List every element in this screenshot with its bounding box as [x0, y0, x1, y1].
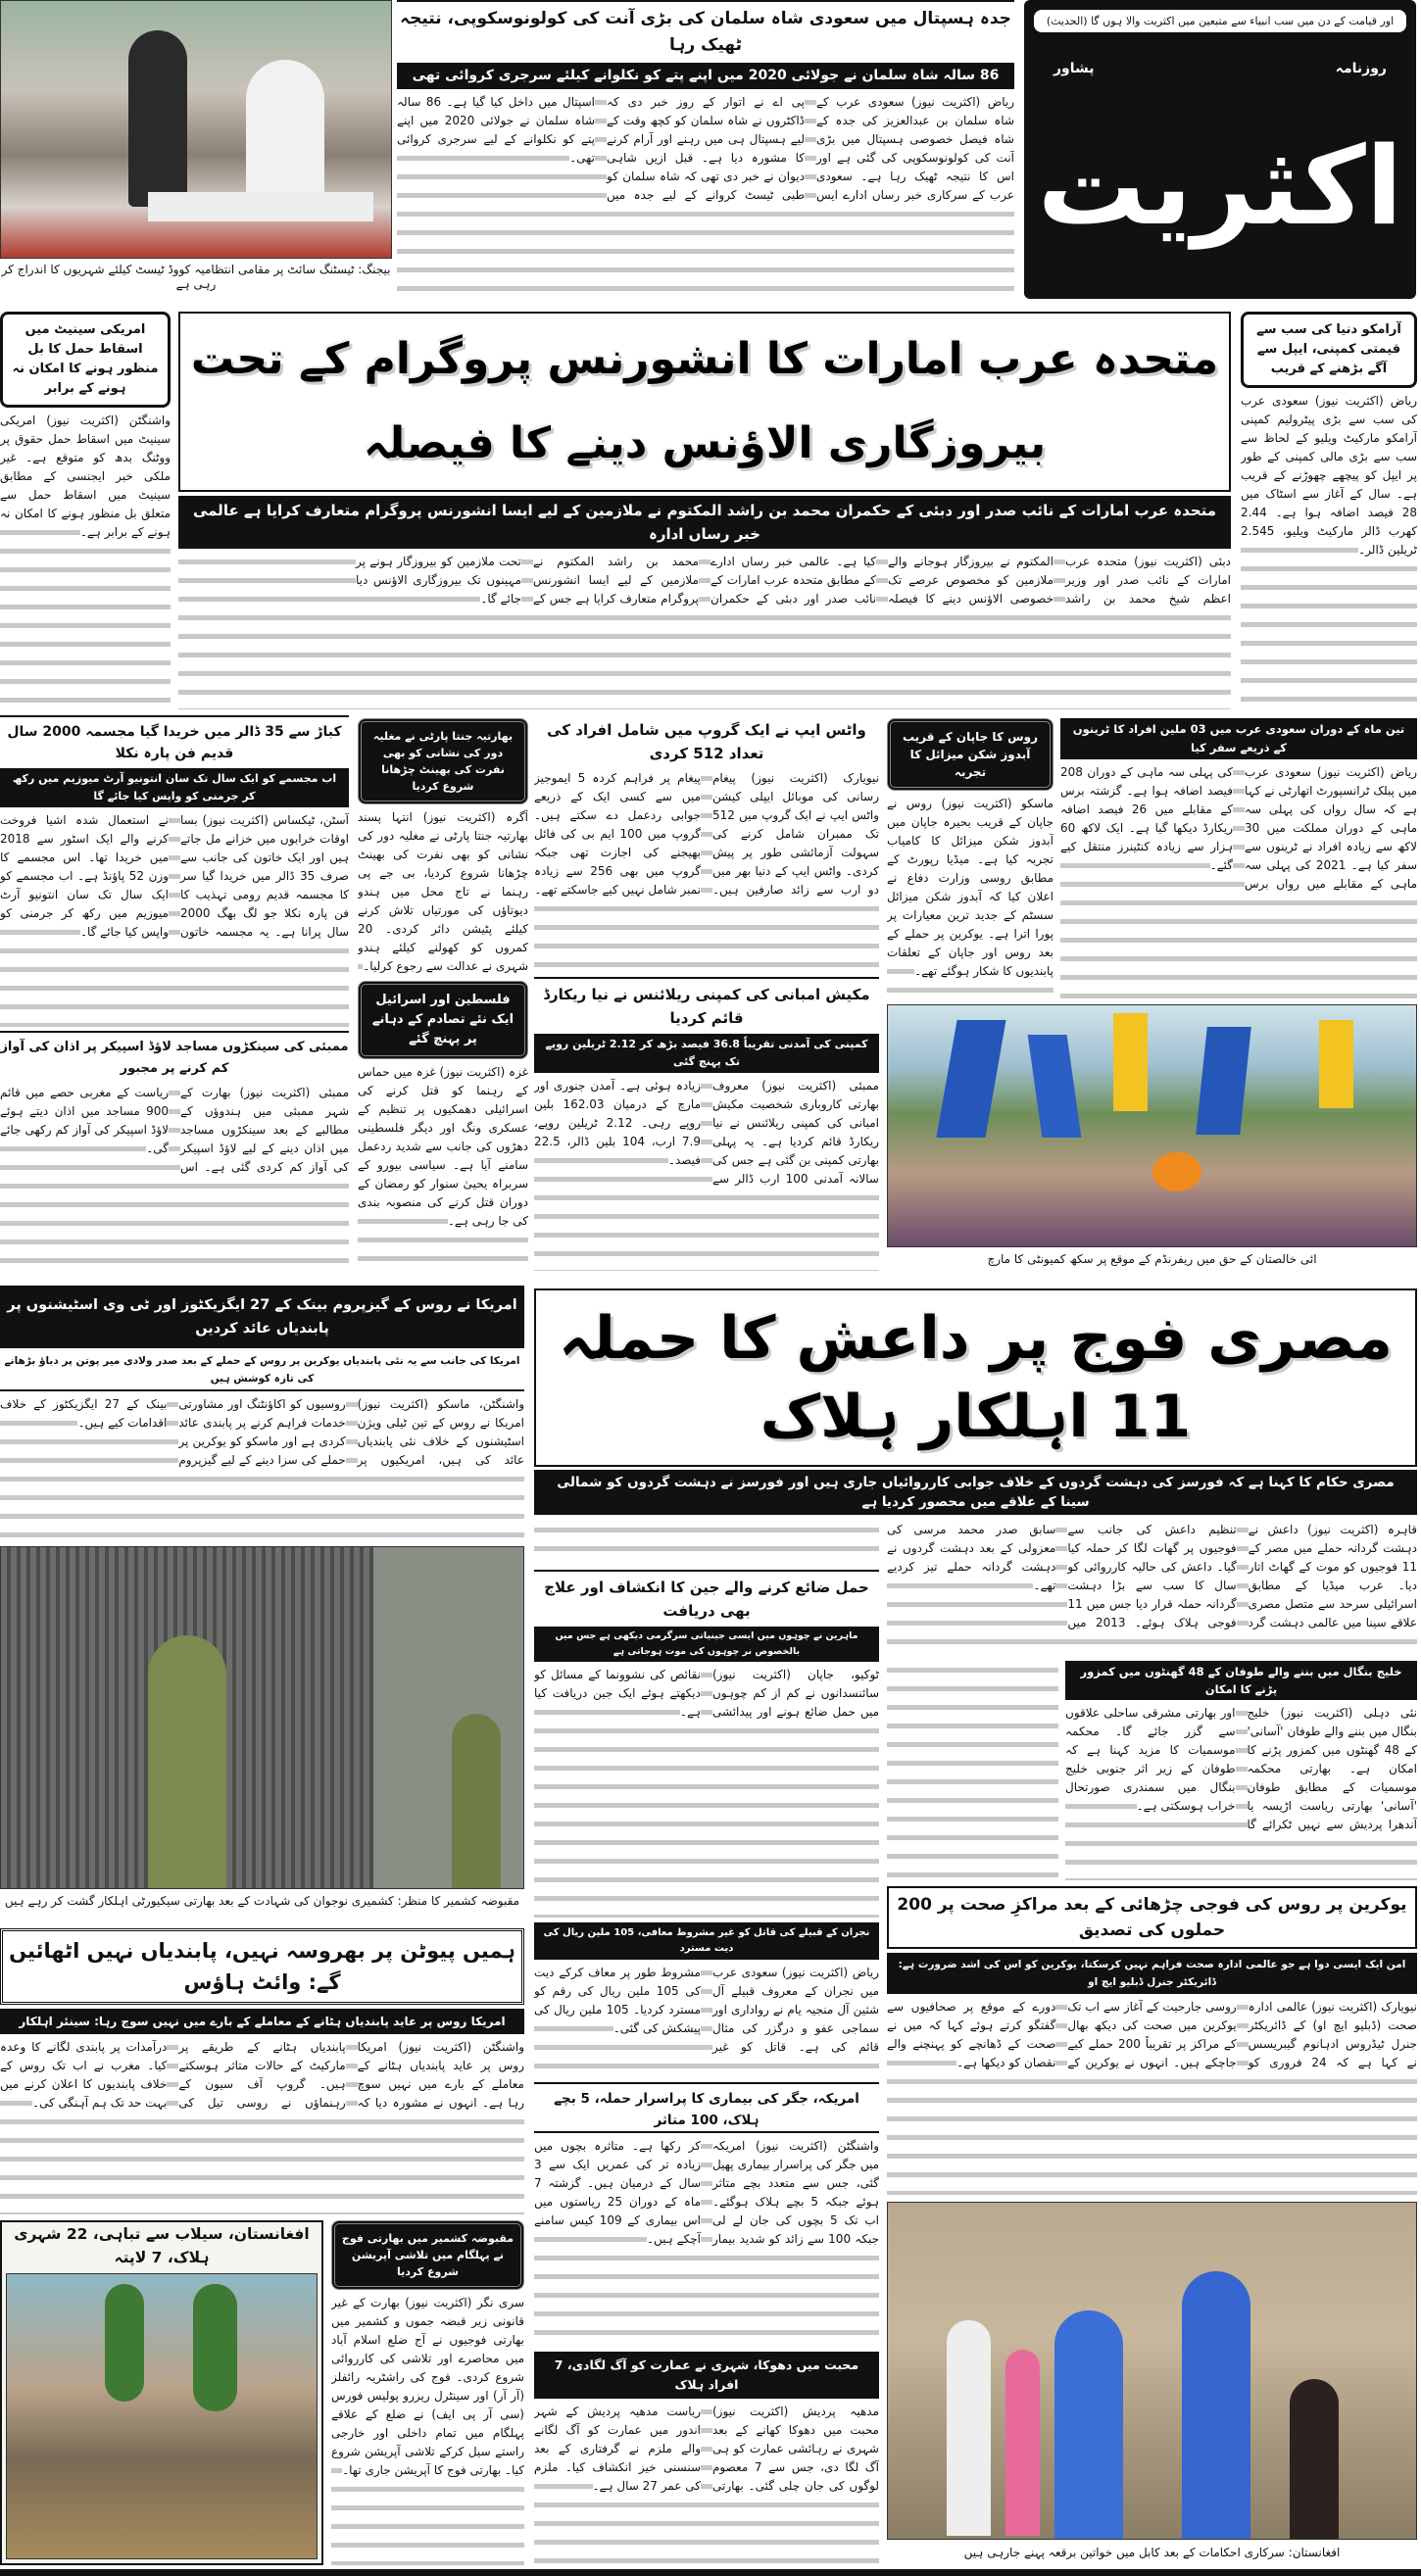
covid-testing-photo [0, 0, 392, 259]
masthead-label: روزنامہ [1335, 61, 1387, 76]
photo-flag [1113, 1013, 1148, 1111]
article-body [1065, 1704, 1417, 1880]
photo-caption: افغانستان: سرکاری احکامات کے بعد کابل میں خواتین برقعہ پہنے جارہی ہیں [963, 2546, 1341, 2559]
article-body [534, 2137, 879, 2347]
divider [534, 1570, 879, 1572]
kashmir-soldiers-photo [0, 1546, 524, 1889]
body-text: واشنگٹن (اکثریت نیوز) امریکا روس پر عاید پابندیاں ہٹانے کے معاملے کے بارے میں نہیں سوچ رہا ہے۔ انہوں نے مشورہ دیا کہ پابندیاں ہٹانے کے طریقے پر مارکیٹ کے حالات متاثر ہوسکتے ہیں۔ گروپ آف سیون کے رہنماؤں نے روسی تیل کی درآمدات پر پابندی لگانے کا وعدہ کیا۔ مغرب نے اب تک روس کے خلاف پابندیوں کا اعلان کرنے میں بہت حد تک ہم آہنگی کی۔ [0, 2040, 524, 2110]
body-text: سری نگر (اکثریت نیوز) بھارت کے غیر قانونی زیر قبضہ جموں و کشمیر میں بھارتی فوجیوں نے آج ضلع اسلام آباد میں محاصرے اور تلاشی کی کارروائی شروع کردی۔ فوج کی راشٹریہ رائفلز (آر آر) اور سینٹرل ریزرو پولیس فورس (سی آر پی ایف) نے ضلع کے علاقے پہلگام میں تمام داخلی اور خارجی راستے سیل کرکے تلاشی آپریشن شروع کیا۔ بھارتی فوج کا آپریشن جاری تھا۔ [331, 2296, 524, 2477]
photo-figure [1290, 2379, 1339, 2540]
body-text: ممبئی (اکثریت نیوز) معروف بھارتی کاروباری شخصیت مکیش امبانی کی کمپنی ریلائنس نے نیا ریکارڈ قائم کردیا ہے۔ یہ پہلی بھارتی کمپنی بن گئی ہے جس کی سالانہ آمدنی 100 ارب ڈالر سے زیادہ ہوئی ہے۔ آمدن جنوری اور مارچ کے درمیان 162.03 بلین روپے رہی۔ 2.12 ٹریلین روپے، 7.9 ارب، 104 بلین ڈالر، 22.5 فیصد۔ [534, 1079, 879, 1186]
lead-body [178, 553, 1231, 709]
body-text: مدھیہ پردیش (اکثریت نیوز) محبت میں دھوکا کھانے کے بعد شہری نے رہائشی عمارت کو ہی آگ لگا دی، جس سے 7 معصوم لوگوں کی جان چلی گئی۔ بھارتی ریاست مدھیہ پردیش کے شہر اندور میں عمارت کو آگ لگانے والے ملزم نے گرفتاری کے بعد سنسنی خیز انکشاف کیا۔ ملزم کی عمر 27 سال ہے۔ [534, 2405, 879, 2493]
box-title: بھارتیہ جنتا پارٹی نے مغلیہ دور کی نشانی کو بھی نفرت کی بھینٹ چڑھانا شروع کردیا [372, 730, 514, 793]
sidebar-us-senate [0, 312, 171, 707]
flood-photo [6, 2273, 318, 2559]
photo-burqa [1182, 2271, 1250, 2540]
article-body [887, 795, 1054, 999]
body-text: ریاض (اکثریت نیوز) سعودی عرب میں نجران کے معروف قبیلے آل شثین آل منجیہ یام نے رواداری اور سماجی عفو و درگزر کی مثال قائم کی ہے۔ قاتل کو غیر مشروط طور پر معاف کرکے دیت کی 105 ملین ریال کی رقم کو مسترد کردیا۔ 105 ملین ریال کی پیشکش کی گئی۔ [534, 1966, 879, 2054]
body-text: قاہرہ (اکثریت نیوز) داعش نے دہشت گردانہ حملے میں مصر کے 11 فوجیوں کو موت کے گھاٹ اتار دیا۔ عرب میڈیا کے مطابق اسرائیلی سرحد سے متصل مصری علاقے سینا میں عالمی دہشت گرد تنظیم داعش کی جانب سے فوجیوں پر گھات لگا کر حملہ کیا گیا۔ داعش کی حالیہ کارروائی کو سال کا سب سے بڑا دہشت گردانہ حملہ قرار دیا جس میں 11 فوجی ہلاک ہوئے۔ 2013 میں سابق صدر محمد مرسی کی معزولی کے بعد دہشت گردوں نے دہشت گردانہ حملے تیز کردیے تھے۔ [887, 1523, 1417, 1629]
photo-soldier [148, 1635, 226, 1889]
body-text: غزہ (اکثریت نیوز) غزہ میں حماس کے رہنما کو قتل کرنے کی اسرائیلی دھمکیوں پر تنظیم کے عسکری ونگ اور دیگر فلسطینی دھڑوں کی جانب سے شدید ردعمل سامنے آیا ہے۔ سیاسی بیورو کے سربراہ یحییٰ سنوار کو رمضان کے دوران قتل کرنے کی منصوبہ بندی کی جا رہی ہے۔ [358, 1065, 528, 1228]
body-text: ممبئی (اکثریت نیوز) بھارت کے شہر ممبئی میں ہندوؤں کے مطالبے کے بعد سینکڑوں مساجد میں اذان دینے کے لیے لاؤڈ اسپیکر کی آواز کم کردی گئی ہے۔ اس ریاست کے مغربی حصے میں قائم 900 مساجد میں اذان دیتے ہوئے لاؤڈ اسپیکر کی آواز کم رکھی جائے گی۔ [0, 1086, 349, 1174]
lead-headline-frame [178, 312, 1231, 492]
photo-flag [936, 1020, 1005, 1138]
body-text: نیویارک (اکثریت نیوز) پیغام رسانی کی موبائل ایپلی کیشن واٹس ایپ نے ایک گروپ میں 512 تک ممبران شامل کرنے کی سہولت آزمائشی طور پر پیش کردی۔ واٹس ایپ کے دنیا بھر میں دو ارب سے زائد صارفین ہیں۔ پیغام پر فراہم کردہ 5 ایموجیز میں سے کسی ایک کے ذریعے جوابی ردعمل دے سکتے ہیں۔ گروپ میں 100 ایم بی کی فائل بھیجنے کی اجازت تھی جبکہ گروپ میں بھی 256 سے زیادہ نمبر شامل نہیں کیے جاسکتے تھے۔ [534, 771, 879, 897]
article-body [0, 412, 171, 707]
headline: مکیش امبانی کی کمپنی ریلائنس نے نیا ریکارڈ قائم کردیا [543, 986, 870, 1027]
article-body [0, 811, 349, 1027]
photo-caption: بیجنگ: ٹیسٹنگ سائٹ پر مقامی انتظامیہ کووڈ ٹیسٹ کیلئے شہریوں کا اندراج کر رہی ہے [1, 263, 391, 291]
article-body [0, 2038, 524, 2214]
article-reliance [534, 977, 879, 1271]
article-body [534, 2403, 879, 2565]
masthead-city: پشاور [1054, 61, 1095, 76]
article-body [887, 1998, 1417, 2195]
body-text: ریاض (اکثریت نیوز) سعودی عرب کی سب سے بڑی پیٹرولیم کمپنی آرامکو مارکیٹ ویلیو کے لحاظ سے سب سے بڑی مالی کمپنی کے طور پر ایپل کو پیچھے چھوڑنے کے قریب ہے۔ سال کے آغاز سے اسٹاک میں 28 فیصد اضافہ ہوا ہے۔ 2.44 کھرب ڈالر مارکیٹ ویلیو، 2.545 ٹریلین ڈالر۔ [1241, 394, 1417, 557]
box-palestine [358, 981, 528, 1059]
article-bjp [358, 718, 528, 977]
photo-figure [128, 30, 187, 207]
lead-headline: متحدہ عرب امارات کا انشورنس پروگرام کے تحت بیروزگاری الاؤنس دینے کا فیصلہ [190, 334, 1219, 468]
article-russia-japan [887, 718, 1054, 999]
article-body [358, 808, 528, 977]
article-body [534, 1077, 879, 1271]
article-body [534, 1666, 879, 1918]
article-palestine [358, 981, 528, 1271]
box-title: فلسطین اور اسرائیل ایک نئے تصادم کے دہانے پر پہنچ گئے [371, 993, 514, 1046]
sidebar-box-aramco [1241, 312, 1417, 388]
article-fire [534, 2352, 879, 2565]
newspaper-logo: اکثریت [1037, 123, 1403, 249]
article-body [534, 1964, 879, 2079]
article-body [358, 1063, 528, 1271]
divider [0, 715, 349, 717]
subheadline: امن ایک ایسی دوا ہے جو عالمی ادارہ صحت فراہم نہیں کرسکتا، یوکرین کو اس کی اشد ضرورت ہے: ڈائریکٹر جنرل ڈبلیو ایچ او [887, 1953, 1417, 1994]
masthead [1024, 0, 1416, 299]
article-body [534, 769, 879, 975]
headline: تین ماہ کے دوران سعودی عرب میں 03 ملین افراد کا ٹرینوں کے ذریعے سفر کیا [1060, 718, 1417, 759]
subheadline: 86 سالہ شاہ سلمان نے جولائی 2020 میں اپنے پتے کو نکلوانے کیلئے سرجری کروائی تھی [397, 63, 1014, 89]
article-saudi-king [397, 0, 1014, 298]
body-text: دبئی (اکثریت نیوز) متحدہ عرب امارات کے نائب صدر اور وزیر اعظم شیخ محمد بن راشد المکتوم نے بیروزگار ہوجانے والے ملازمین کو مخصوص عرصے تک خصوصی الاؤنس دینے کا فیصلہ کیا ہے۔ عالمی خبر رساں ادارے کے مطابق متحدہ عرب امارات کے نائب صدر اور دبئی کے حکمران محمد بن راشد المکتوم نے ملازمین کے لیے ایسا انشورنس پروگرام متعارف کرایا ہے جس کے تحت ملازمین کو بیروزگار ہونے پر مہینوں تک بیروزگاری الاؤنس دیا جائے گا۔ [356, 555, 1231, 606]
box-title: روس کا جاپان کے قریب آبدوز شکن میزائل کا تجربہ [902, 730, 1039, 779]
egypt-headline: مصری فوج پر داعش کا حملہ 11 اہلکار ہلاک [559, 1304, 1393, 1451]
photo-flag [1319, 1020, 1353, 1108]
article-body [397, 93, 1014, 298]
photo-wall [373, 1547, 524, 1889]
body-text: ماسکو (اکثریت نیوز) روس نے جاپان کے قریب بحیرہ جاپان میں آبدوز شکن میزائل کا کامیاب تجربہ کیا ہے۔ میڈیا رپورٹ کے مطابق روسی وزارت دفاع نے اعلان کیا کہ آبدوز شکن میزائل سسٹم کے جدید ترین معیارات پر پورا اترا ہے۔ یوکرین پر حملے کے بعد روس اور جاپان کے تعلقات پابندیوں کا شکار ہوگئے تھے۔ [887, 797, 1054, 978]
article-liver [534, 2082, 879, 2347]
headline: حمل ضائع کرنے والے جین کا انکشاف اور علاج بھی دریافت [544, 1579, 869, 1620]
egypt-body-side [887, 1661, 1058, 1878]
body-text: واشنگٹن (اکثریت نیوز) امریکہ میں جگر کی پراسرار بیماری پھیل گئی، جس سے متعدد بچے متاثر ہوئے جبکہ 5 بچے ہلاک ہوگئے۔ اب تک 5 بچوں کی جان لے لی جبکہ 100 سے زائد کو شدید بیمار کر رکھا ہے۔ متاثرہ بچوں میں زیادہ تر کی عمریں ایک سے 3 سال کے درمیان ہیں۔ گزشتہ 7 ماہ کے دوران 25 ریاستوں میں اس بیماری کے 109 کیس سامنے آچکے ہیں۔ [534, 2139, 879, 2246]
article-gene [534, 1570, 879, 1918]
body-text: واشنگٹن (اکثریت نیوز) امریکی سینیٹ میں اسقاط حمل حقوق پر ووٹنگ بدھ کو متوقع ہے۔ غیر ملکی خبر ایجنسی کے مطابق سینیٹ میں اسقاط حمل سے متعلق بل منظور ہونے کا امکان نہ ہونے کے برابر ہے۔ [0, 413, 171, 539]
photo-figure [1005, 2350, 1040, 2536]
headline: امریکہ، جگر کی بیماری کا پراسرار حملہ، 5 بچے ہلاک، 100 متاثر [534, 2088, 879, 2133]
headline: خلیج بنگال میں بننے والے طوفان کے 48 گھنٹوں میں کمزور پڑنے کا امکان [1065, 1661, 1417, 1700]
egypt-body [887, 1521, 1417, 1656]
article-mosques [0, 1031, 349, 1271]
subheadline: اب مجسمے کو ایک سال تک سان انتونیو آرٹ میوزیم میں رکھ کر جرمنی کو واپس کیا جائے گا [0, 768, 349, 807]
body-text: ریاض (اکثریت نیوز) سعودی عرب کے شاہ سلمان بن عبدالعزیز کی جدہ کے شاہ فیصل خصوصی ہسپتال میں بڑی آنت کی کولونوسکوپی کی گئی ہے اور اس کا نتیجہ ٹھیک رہا ہے۔ سعودی عرب کے سرکاری خبر رساں ادارے ایس پی اے نے اتوار کے روز خبر دی کہ ڈاکٹروں نے شاہ سلمان کو کچھ وقت کے لیے ہسپتال ہی میں رہنے اور آرام کرنے کا مشورہ دیا ہے۔ قبل ازیں شاہی دیوان نے خبر دی تھی کہ شاہ سلمان کو طبی ٹیسٹ کروانے کے لیے جدہ میں اسپتال میں داخل کیا گیا ہے۔ 86 سالہ شاہ سلمان نے جولائی 2020 میں اپنے پتے کو نکلوانے کے لیے سرجری کروائی تھی۔ [397, 95, 1014, 202]
photo-soldier [452, 1714, 501, 1889]
box-russia-japan [887, 718, 1054, 791]
article-whatsapp [534, 718, 879, 975]
article-afghan-flood [0, 2220, 323, 2565]
body-text: ٹوکیو، جاپان (اکثریت نیوز) سائنسدانوں نے کم از کم چوہوں میں حمل ضائع ہونے اور پیدائشی نقائص کی نشوونما کے مسائل کو دیکھتے ہوئے ایک جین دریافت کیا ہے۔ [534, 1668, 879, 1719]
photo-flag [1028, 1035, 1082, 1138]
sikh-march-photo [887, 1004, 1417, 1247]
article-statue [0, 715, 349, 1027]
subheadline: امریکا روس پر عاید پابندیاں ہٹانے کے معاملے کے بارے میں نہیں سوچ رہا: سینئر اہلکار [0, 2009, 524, 2034]
photo-table [148, 192, 373, 221]
sidebar-aramco [1241, 312, 1417, 707]
body-text: ریاض (اکثریت نیوز) سعودی عرب میں پبلک ٹرانسپورٹ اتھارٹی نے کہا ہے کہ سال رواں کی پہلی سہ ماہی کے دوران مملکت میں 30 لاکھ سے زیادہ افراد نے ٹرینوں سے سفر کیا ہے۔ 2021 کی پہلی سہ ماہی کے مقابلے میں رواں برس کی پہلی سہ ماہی کے دوران 208 فیصد اضافہ ہوا ہے۔ گزشتہ برس کے مقابلے میں 26 فیصد اضافہ ریکارڈ دیکھا گیا ہے۔ ایک لاکھ 60 ہزار سے زیادہ کنٹینرز منتقل کیے گئے۔ [1060, 765, 1417, 891]
box-title: آرامکو دنیا کی سب سے قیمتی کمپنی، ایپل سے آگے بڑھنے کے قریب [1256, 322, 1401, 376]
divider [0, 1031, 349, 1033]
photo-turban [1152, 1152, 1201, 1191]
headline: محبت میں دھوکا، شہری نے عمارت کو آگ لگادی، 7 افراد ہلاک [534, 2352, 879, 2399]
article-bengal [1065, 1661, 1417, 1880]
headline: واٹس ایپ نے ایک گروپ میں شامل افراد کی تعداد 512 کردی [547, 721, 866, 762]
article-body [0, 1395, 524, 1542]
article-us-sanctions [0, 1286, 524, 1542]
article-body [1241, 392, 1417, 707]
footer-rule [0, 2569, 1421, 2576]
divider [534, 2082, 879, 2084]
headline: امریکا نے روس کے گیزپروم بینک کے 27 ایگزیکٹوز اور ٹی وی اسٹیشنوں پر پابندیاں عائد کردیں [0, 1286, 524, 1348]
egypt-headline-frame [534, 1288, 1417, 1467]
article-pahalgam [331, 2220, 524, 2565]
article-saudi-trains [1060, 718, 1417, 999]
headline: جدہ ہسپتال میں سعودی شاہ سلمان کی بڑی آنت کی کولونوسکوپی، نتیجہ ٹھیک رہا [400, 9, 1011, 55]
headline: ممبئی کی سینکڑوں مساجد لاؤڈ اسپیکر پر اذان کی آواز کم کرنے پر مجبور [0, 1040, 349, 1076]
headline: افغانستان، سیلاب سے تباہی، 22 شہری ہلاک، 7 لاپتہ [14, 2225, 310, 2266]
box-bjp [358, 718, 528, 804]
article-body [0, 1084, 349, 1271]
body-text: واشنگٹن، ماسکو (اکثریت نیوز) امریکا نے روس کے تین ٹیلی ویژن اسٹیشنوں کے خلاف نئی پابندیاں عائد کی ہیں، امریکیوں پر روسیوں کو اکاؤنٹنگ اور مشاورتی خدمات فراہم کرنے پر پابندی عائد کردی ہے اور ماسکو کو یوکرین پر حملے کی سزا دینے کے لیے گیزپروم بینک کے 27 ایگزیکٹوز کے خلاف اقدامات کیے ہیں۔ [0, 1397, 524, 1467]
box-pahalgam [331, 2220, 524, 2290]
photo-figure [947, 2320, 991, 2536]
article-najran [534, 1922, 879, 2079]
photo-tree [193, 2284, 237, 2411]
subheadline: کمپنی کی آمدنی تقریباً 36.8 فیصد بڑھ کر 2.12 ٹریلین روپے تک پہنچ گئی [534, 1034, 879, 1073]
article-body [331, 2294, 524, 2565]
article-who [887, 1886, 1417, 2195]
lead-story [178, 312, 1231, 709]
body-text: آگرہ (اکثریت نیوز) انتہا پسند بھارتیہ جنتا پارٹی نے مغلیہ دور کی نشانی کو بھی نفرت کی بھینٹ چڑھانا شروع کردیا، بی جے پی رہنما نے تاج محل میں ہندو دیوتاؤں کی مورتیاں تلاش کرنے کیلئے پٹیشن دائر کردی۔ 20 کمروں کو کھولنے کیلئے ہندو شہری نے عدالت سے رجوع کرلیا۔ [358, 810, 528, 973]
lead-subheadline: متحدہ عرب امارات کے نائب صدر اور دبئی کے حکمران محمد بن راشد المکتوم نے ملازمین کے لیے ایسا انشورنس پروگرام متعارف کرایا ہے عالمی خبر رساں ادارہ [178, 496, 1231, 549]
headline: یوکرین پر روس کی فوجی چڑھائی کے بعد مراکزِ صحت پر 200 حملوں کی تصدیق [887, 1886, 1417, 1949]
photo-caption: ائی خالصتان کے حق میں ریفرنڈم کے موقع پر سکھ کمیونٹی کا مارچ [987, 1252, 1317, 1266]
subheadline: ماہرین نے چوہوں میں ایسی جینیاتی سرگرمی دیکھی ہے جس میں بالخصوص نر چوہوں کی موت ہوجاتی ہے [534, 1627, 879, 1662]
article-white-house [0, 1928, 524, 2214]
divider [397, 0, 1014, 2]
sidebar-box-us-senate [0, 312, 171, 408]
divider [534, 977, 879, 979]
egypt-subheadline: مصری حکام کا کہنا ہے کہ فورسز کی دہشت گردوں کے خلاف جوابی کارروائیاں جاری ہیں اور فورسز نے دہشت گردوں کو شمالی سینا کے علاقے میں محصور کردیا ہے [534, 1470, 1417, 1515]
photo-flag [1196, 1027, 1251, 1135]
article-body [1060, 763, 1417, 999]
headline: نجران کے قبیلے کی قاتل کو غیر مشروط معافی، 105 ملین ریال کی دیت مسترد [534, 1922, 879, 1960]
body-text: نئی دہلی (اکثریت نیوز) خلیج بنگال میں بننے والے طوفان 'آسانی' کے 48 گھنٹوں میں کمزور پڑنے کا امکان ہے۔ بھارتی محکمہ موسمیات کے مطابق طوفان 'آسانی' بھارتی ریاست اڑیسہ یا آندھرا پردیش سے نہیں ٹکرائے گا اور بھارتی مشرقی ساحلی علاقوں سے گزر جائے گا۔ محکمہ موسمیات کا مزید کہنا ہے کہ طوفان کے زیر اثر جنوبی خلیج بنگال میں سمندری صورتحال خراب ہوسکتی ہے۔ [1065, 1706, 1417, 1831]
masthead-hadith: اور قیامت کے دن میں سب انبیاء سے متبعین میں اکثریت والا ہوں گا (الحدیث) [1034, 10, 1406, 32]
box-title: مقبوضہ کشمیر میں بھارتی فوج نے پہلگام میں تلاشی آپریشن شروع کردیا [341, 2232, 514, 2278]
photo-tree [105, 2284, 144, 2402]
body-text: نیویارک (اکثریت نیوز) عالمی ادارہ صحت (ڈبلیو ایچ او) کے ڈائریکٹر جنرل ٹیڈروس ادہانوم گیبریسس نے کہا ہے کہ 24 فروری کو روسی جارحیت کے آغاز سے اب تک یوکرین میں صحت کی دیکھ بھال کے مراکز پر تقریباً 200 حملے کیے جاچکے ہیں۔ انہوں نے یوکرین کے دورے کے موقع پر صحافیوں سے گفتگو کرتے ہوئے کہا کہ میں نے صحت کے ڈھانچے کو پہنچنے والے نقصان کو دیکھا ہے۔ [887, 2000, 1417, 2069]
photo-burqa [1054, 2310, 1123, 2540]
body-text: آسٹن، ٹیکساس (اکثریت نیوز) بسا اوقات خرابوں میں خزانے مل جاتے ہیں اور ایک خاتون کی جانب سے صرف 35 ڈالر میں خریدا گیا سر کا مجسمہ قدیم رومی تہذیب کا فن پارہ نکلا جو لگ بھگ 2000 سال پرانا ہے۔ یہ مجسمہ خاتون نے استعمال شدہ اشیا فروخت کرنے والے ایک اسٹور سے 2018 میں خریدا تھا۔ اس مجسمے کا وزن 52 پاؤنڈ ہے۔ اب مجسمے کو ایک سال تک سان انتونیو آرٹ میوزیم میں رکھ کر جرمنی کو واپس کیا جائے گا۔ [0, 813, 349, 939]
kabul-women-photo [887, 2202, 1417, 2540]
box-title: امریکی سینیٹ میں اسقاط حمل کا بل منظور ہونے کا امکان نہ ہونے کے برابر [12, 322, 159, 396]
headline: کباڑ سے 35 ڈالر میں خریدا گیا مجسمہ 2000 سال قدیم فن پارہ نکلا [7, 724, 342, 761]
photo-caption: مقبوضہ کشمیر کا منظر: کشمیری نوجوان کی شہادت کے بعد بھارتی سیکیورٹی اہلکار گشت کر رہے ہیں [4, 1894, 520, 1908]
subheadline: امریکا کی جانب سے یہ نئی پابندیاں یوکرین پر روس کے حملے کے بعد صدر ولادی میر پوتن پر دباؤ بڑھانے کی تازہ کوشش ہیں [0, 1352, 524, 1391]
egypt-body-continued [534, 1521, 879, 1565]
headline: ہمیں پیوٹن پر بھروسہ نہیں، پابندیاں نہیں اٹھائیں گے: وائٹ ہاؤس [0, 1928, 524, 2005]
